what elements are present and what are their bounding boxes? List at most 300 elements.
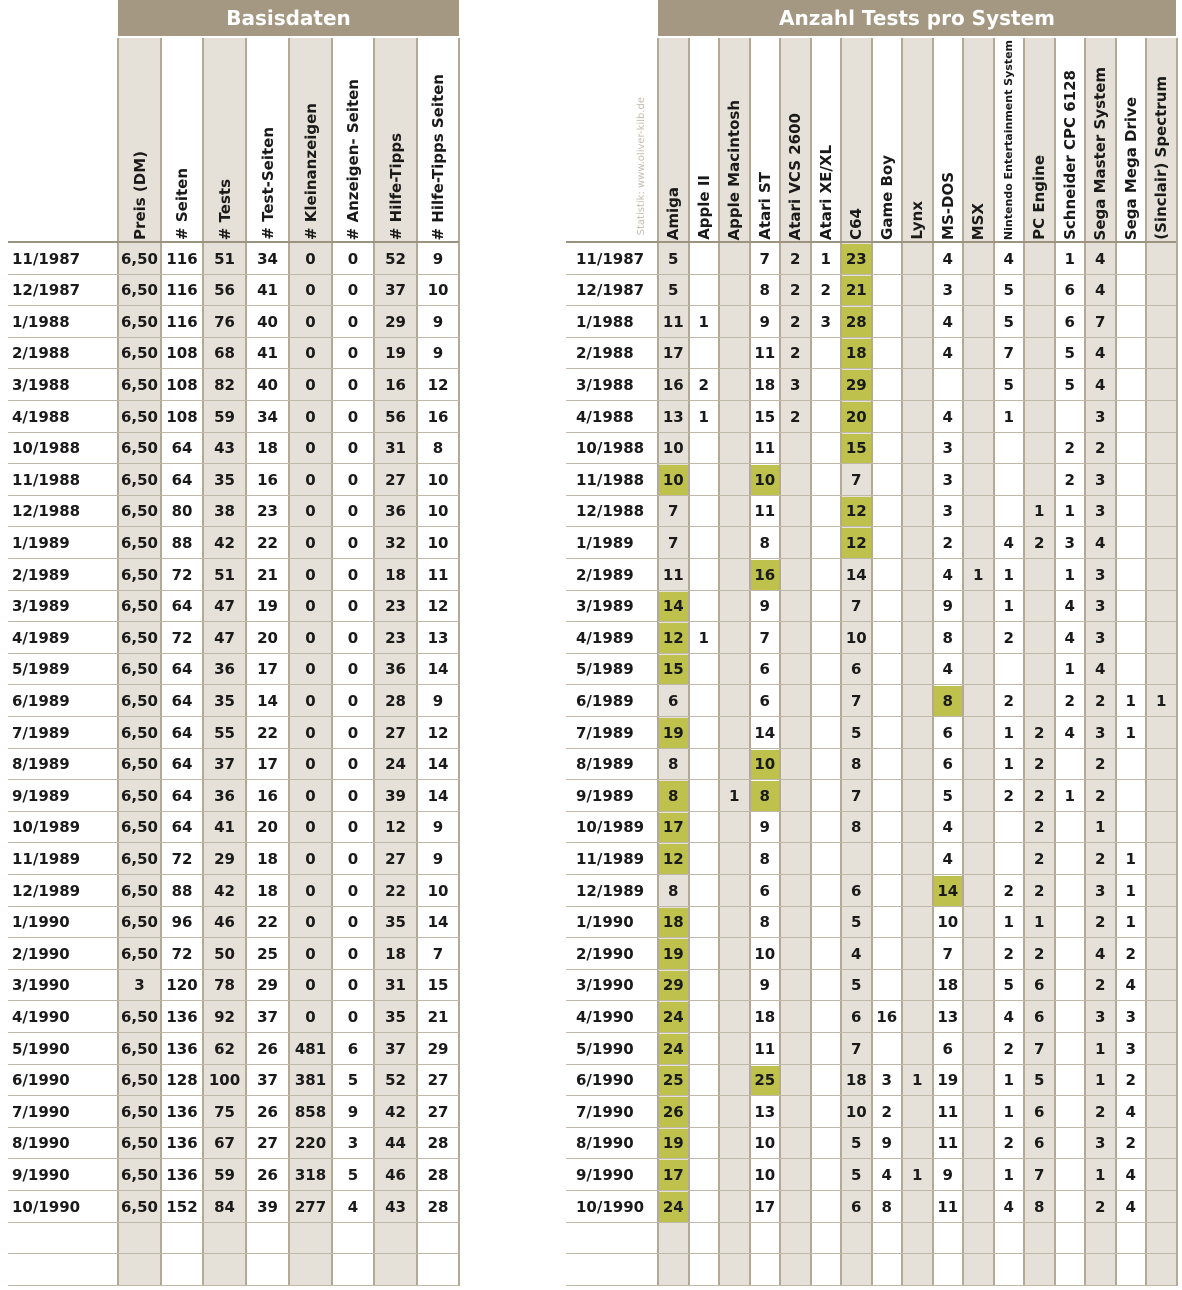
tests-cell: 2 [1064,691,1075,710]
basis-row-date: 5/1990 [12,1039,70,1058]
tests-cell [811,338,842,369]
tests-cell: 2 [1064,439,1075,458]
tests-cell: 2 [1003,786,1014,805]
tests-row-rule [566,1253,1176,1254]
tests-cell [1024,433,1055,464]
basis-cell: 0 [305,375,316,394]
tests-cell [902,875,933,906]
basis-cell: 6,50 [120,755,158,774]
basis-cell: 22 [257,533,278,552]
tests-cell: 10 [754,1165,776,1184]
tests-cell: 3 [1095,597,1106,616]
tests-cell [1116,780,1147,811]
tests-cell [719,1001,750,1032]
tests-cell: 7 [759,628,770,647]
tests-cell: 5 [1003,375,1014,394]
tests-cell: 2 [790,281,801,300]
tests-cell [963,654,994,685]
tests-cell: 2 [1003,881,1014,900]
tests-cell [963,685,994,716]
tests-cell [780,1065,811,1096]
tests-cell: 7 [851,786,862,805]
basis-cell: 27 [427,1071,449,1090]
basis-cell: 21 [427,1007,449,1026]
tests-cell [1116,433,1147,464]
tests-cell: 2 [1034,944,1045,963]
tests-cell: 9 [759,312,770,331]
basis-row-date: 2/1990 [12,944,70,963]
tests-cell [689,780,720,811]
tests-cell [1146,1191,1177,1222]
tests-cell: 7 [851,597,862,616]
tests-cell: 1 [1125,913,1136,932]
basis-row-date: 9/1990 [12,1165,70,1184]
tests-cell: 17 [662,344,684,363]
tests-cell [902,717,933,748]
basis-cell: 18 [257,849,278,868]
tests-cell: 7 [668,502,679,521]
basis-cell: 108 [166,344,198,363]
tests-cell [689,812,720,843]
tests-cell: 9 [881,1134,892,1153]
tests-cell: 2 [820,281,831,300]
tests-cell: 19 [937,1071,959,1090]
basis-cell: 6,50 [120,786,158,805]
basis-cell: 22 [257,913,278,932]
tests-cell: 2 [1095,439,1106,458]
tests-cell [963,401,994,432]
tests-cell [780,1033,811,1064]
basis-row-date: 7/1990 [12,1102,70,1121]
tests-cell [994,496,1025,527]
basis-cell: 136 [166,1102,198,1121]
tests-cell: 11 [662,565,684,584]
basis-cell: 10 [427,470,449,489]
tests-cell [719,306,750,337]
basis-cell: 116 [166,312,198,331]
tests-cell [1146,875,1177,906]
tests-cell [780,717,811,748]
tests-cell: 1 [1125,881,1136,900]
basis-cell: 64 [171,439,193,458]
basis-cell: 12 [427,597,449,616]
tests-cell: 19 [662,944,684,963]
basis-cell: 6,50 [120,1134,158,1153]
basis-cell: 36 [385,660,406,679]
tests-cell: 25 [754,1071,776,1090]
basis-cell: 0 [347,881,359,900]
basis-cell: 67 [214,1134,235,1153]
tests-cell: 11 [754,502,776,521]
basis-cell: 18 [257,439,278,458]
tests-cell [780,1191,811,1222]
tests-cell: 3 [942,502,953,521]
tests-cell [872,654,903,685]
tests-cell: 6 [1034,1134,1045,1153]
tests-cell [1146,1065,1177,1096]
tests-cell: 4 [1125,1197,1136,1216]
tests-cell [689,938,720,969]
basis-cell: 39 [257,1197,278,1216]
tests-cell [811,875,842,906]
tests-row-date: 4/1989 [576,628,634,647]
basis-cell: 37 [385,281,406,300]
tests-cell [689,464,720,495]
basis-cell: 0 [347,691,359,710]
tests-cell [1024,369,1055,400]
tests-cell: 5 [668,281,679,300]
basis-row-date: 3/1989 [12,597,70,616]
basis-cell: 22 [385,881,406,900]
tests-cell [780,938,811,969]
tests-cell: 6 [759,660,770,679]
tests-cell: 4 [942,660,953,679]
basis-cell: 0 [347,344,359,363]
tests-cell [1024,464,1055,495]
tests-cell: 18 [754,375,776,394]
tests-cell: 2 [1003,628,1014,647]
tests-cell [1024,591,1055,622]
basis-row-date: 9/1989 [12,786,70,805]
tests-cell [1116,401,1147,432]
tests-cell [811,843,842,874]
basis-cell: 0 [347,786,359,805]
tests-cell: 13 [754,1102,776,1121]
tests-cell: 2 [1095,1102,1106,1121]
tests-cell: 4 [1095,281,1106,300]
tests-cell [963,464,994,495]
tests-row-date: 1/1990 [576,913,634,932]
system-column-header: PC Engine [1030,155,1049,240]
basis-cell: 481 [294,1039,327,1058]
tests-cell [719,875,750,906]
tests-cell: 12 [845,533,867,552]
tests-cell: 1 [820,249,831,268]
tests-cell: 1 [1125,849,1136,868]
basis-cell: 23 [257,502,278,521]
basis-cell: 36 [385,502,406,521]
basis-cell: 28 [427,1197,449,1216]
tests-cell: 1 [1034,502,1045,521]
basis-cell: 6,50 [120,565,158,584]
basis-cell: 4 [347,1197,359,1216]
tests-cell [1146,622,1177,653]
tests-cell [689,970,720,1001]
tests-cell: 1 [1095,1039,1106,1058]
basis-cell: 37 [257,1007,278,1026]
basis-row-date: 12/1987 [12,281,81,300]
tests-row-date: 10/1989 [576,818,645,837]
basis-cell: 9 [432,849,444,868]
tests-cell: 1 [1064,502,1075,521]
basis-cell: 0 [305,881,316,900]
tests-cell: 7 [851,691,862,710]
tests-cell [1116,464,1147,495]
tests-cell [1116,622,1147,653]
basis-column-header: # Kleinanzeigen [301,103,320,240]
tests-cell [1055,843,1086,874]
basis-row-date: 1/1990 [12,913,70,932]
tests-cell: 16 [754,565,776,584]
tests-cell: 6 [851,660,862,679]
tests-cell: 4 [1095,660,1106,679]
tests-cell [1055,970,1086,1001]
tests-cell [1055,1065,1086,1096]
tests-cell [1146,812,1177,843]
basis-cell: 10 [427,281,449,300]
tests-cell: 3 [942,470,953,489]
basis-cell: 0 [347,1007,359,1026]
tests-cell: 4 [1003,533,1014,552]
tests-cell: 20 [845,407,867,426]
basis-cell: 136 [166,1039,198,1058]
system-column-header: Sega Master System [1091,66,1110,240]
basis-cell: 64 [171,723,193,742]
tests-cell: 1 [1064,786,1075,805]
tests-cell [780,812,811,843]
basis-row-date: 10/1990 [12,1197,81,1216]
tests-cell [719,527,750,558]
tests-cell [811,464,842,495]
tests-cell: 6 [1064,281,1075,300]
tests-row-date: 4/1990 [576,1007,634,1026]
basis-column-header: # Test-Seiten [258,127,277,240]
tests-cell: 6 [759,691,770,710]
basis-cell: 41 [257,344,278,363]
tests-cell [1055,938,1086,969]
tests-cell [963,369,994,400]
tests-row-date: 6/1989 [576,691,634,710]
tests-cell: 1 [1003,1071,1014,1090]
tests-cell: 6 [668,691,679,710]
tests-cell: 6 [759,881,770,900]
tests-cell: 29 [845,375,867,394]
tests-cell: 1 [1095,1071,1106,1090]
tests-cell: 5 [1003,312,1014,331]
tests-cell [872,970,903,1001]
basis-cell: 6,50 [120,1165,158,1184]
tests-cell: 8 [759,849,770,868]
basis-cell: 0 [305,691,316,710]
basis-cell: 220 [294,1134,327,1153]
tests-cell: 10 [662,439,684,458]
tests-cell [872,843,903,874]
tests-cell [933,369,964,400]
tests-cell [872,243,903,274]
tests-cell: 8 [1034,1197,1045,1216]
tests-cell [963,875,994,906]
tests-cell [689,1033,720,1064]
tests-cell: 10 [845,628,867,647]
basis-cell: 14 [427,786,449,805]
tests-cell: 2 [790,344,801,363]
tests-cell: 24 [662,1197,684,1216]
tests-cell: 7 [942,944,953,963]
tests-cell [872,875,903,906]
basis-row-rule [8,1285,459,1286]
tests-row-date: 2/1989 [576,565,634,584]
tests-cell [811,622,842,653]
tests-cell: 4 [942,849,953,868]
tests-cell: 7 [668,533,679,552]
tests-cell [994,433,1025,464]
tests-cell: 4 [1064,723,1075,742]
tests-cell: 1 [1003,565,1014,584]
tests-cell [963,749,994,780]
basis-cell: 12 [427,723,449,742]
basis-cell: 14 [427,755,449,774]
tests-cell [1116,275,1147,306]
basis-cell: 22 [257,723,278,742]
tests-cell [719,843,750,874]
tests-cell [872,464,903,495]
tests-cell [719,907,750,938]
tests-cell [811,559,842,590]
basis-cell: 0 [305,565,316,584]
basis-cell: 136 [166,1165,198,1184]
basis-cell: 6,50 [120,691,158,710]
tests-cell: 2 [1064,470,1075,489]
basis-cell: 9 [347,1102,359,1121]
tests-cell [689,843,720,874]
basis-row-date: 7/1989 [12,723,70,742]
basis-cell: 6,50 [120,1197,158,1216]
tests-cell [872,685,903,716]
basis-row-rule [8,1253,459,1254]
tests-cell: 11 [754,1039,776,1058]
basis-row-date: 4/1988 [12,407,70,426]
tests-cell: 11 [937,1134,959,1153]
tests-cell: 3 [942,439,953,458]
tests-cell: 5 [942,786,953,805]
tests-cell [780,433,811,464]
tests-cell [963,527,994,558]
basis-cell: 64 [171,597,193,616]
basis-row-date: 3/1988 [12,375,70,394]
tests-row-date: 11/1988 [576,470,645,489]
tests-cell: 15 [845,439,867,458]
basis-cell: 92 [214,1007,235,1026]
tests-cell: 9 [942,1165,953,1184]
basis-cell: 14 [257,691,278,710]
basis-cell: 72 [171,565,193,584]
tests-cell: 2 [1003,1134,1014,1153]
tests-row-date: 6/1990 [576,1071,634,1090]
basis-cell: 41 [214,818,235,837]
basis-column-header: # Anzeigen- Seiten [344,78,362,240]
tests-cell: 10 [937,913,959,932]
tests-cell [1146,275,1177,306]
tests-cell: 8 [668,786,679,805]
tests-cell [872,401,903,432]
basis-cell: 9 [432,344,444,363]
basis-cell: 46 [214,913,235,932]
tests-cell [963,970,994,1001]
tests-cell [872,1033,903,1064]
tests-cell: 4 [1125,1102,1136,1121]
tests-cell [872,527,903,558]
tests-cell [963,338,994,369]
tests-cell: 1 [1003,723,1014,742]
tests-cell: 3 [1095,502,1106,521]
tests-cell: 2 [1003,691,1014,710]
basis-row-date: 12/1989 [12,881,81,900]
basis-cell: 6,50 [120,913,158,932]
tests-cell: 7 [851,470,862,489]
tests-cell [689,1065,720,1096]
tests-cell [1146,433,1177,464]
system-column-header: Atari ST [755,172,774,240]
tests-cell: 3 [1095,470,1106,489]
tests-cell [1146,464,1177,495]
tests-cell [1116,527,1147,558]
tests-cell [902,1001,933,1032]
basis-cell: 16 [385,375,406,394]
basisdaten-title: Basisdaten [118,0,459,38]
basis-cell: 381 [294,1071,327,1090]
tests-cell [1146,1159,1177,1190]
tests-cell: 6 [851,881,862,900]
tests-cell: 4 [1095,944,1106,963]
basis-cell: 6,50 [120,1007,158,1026]
basis-cell: 108 [166,407,198,426]
tests-row-date: 10/1990 [576,1197,645,1216]
tests-cell: 26 [662,1102,684,1121]
tests-cell: 2 [1095,1197,1106,1216]
tests-cell [1116,654,1147,685]
tests-cell [689,1191,720,1222]
tests-cell: 1 [912,1071,923,1090]
tests-cell: 2 [1034,849,1045,868]
basis-cell: 19 [385,344,406,363]
tests-cell [719,717,750,748]
tests-cell: 2 [1095,913,1106,932]
tests-cell: 2 [1125,1134,1136,1153]
tests-cell [1146,369,1177,400]
tests-cell: 3 [820,312,831,331]
basis-cell: 34 [257,249,278,268]
tests-cell: 1 [1095,1165,1106,1184]
tests-cell: 5 [1003,281,1014,300]
basis-cell: 116 [166,281,198,300]
tests-cell: 2 [1003,944,1014,963]
tests-cell: 6 [1034,1007,1045,1026]
tests-cell [719,622,750,653]
tests-row-date: 3/1990 [576,976,634,995]
tests-cell: 8 [881,1197,892,1216]
basis-cell: 27 [385,849,406,868]
system-column-header: Nintendo Entertainment System [1002,39,1016,240]
basis-cell: 116 [166,249,198,268]
tests-cell [994,812,1025,843]
tests-cell: 21 [845,281,867,300]
basis-cell: 9 [432,818,444,837]
tests-cell [1116,496,1147,527]
tests-cell [872,369,903,400]
tests-row-date: 7/1989 [576,723,634,742]
tests-cell [1146,527,1177,558]
tests-cell: 2 [942,533,953,552]
tests-cell: 18 [937,976,959,995]
tests-cell [780,749,811,780]
basis-cell: 0 [347,533,359,552]
basis-cell: 0 [347,502,359,521]
basis-cell: 29 [214,849,235,868]
basis-cell: 0 [347,439,359,458]
tests-cell: 5 [1003,976,1014,995]
tests-cell: 7 [1034,1039,1045,1058]
tests-cell [811,401,842,432]
